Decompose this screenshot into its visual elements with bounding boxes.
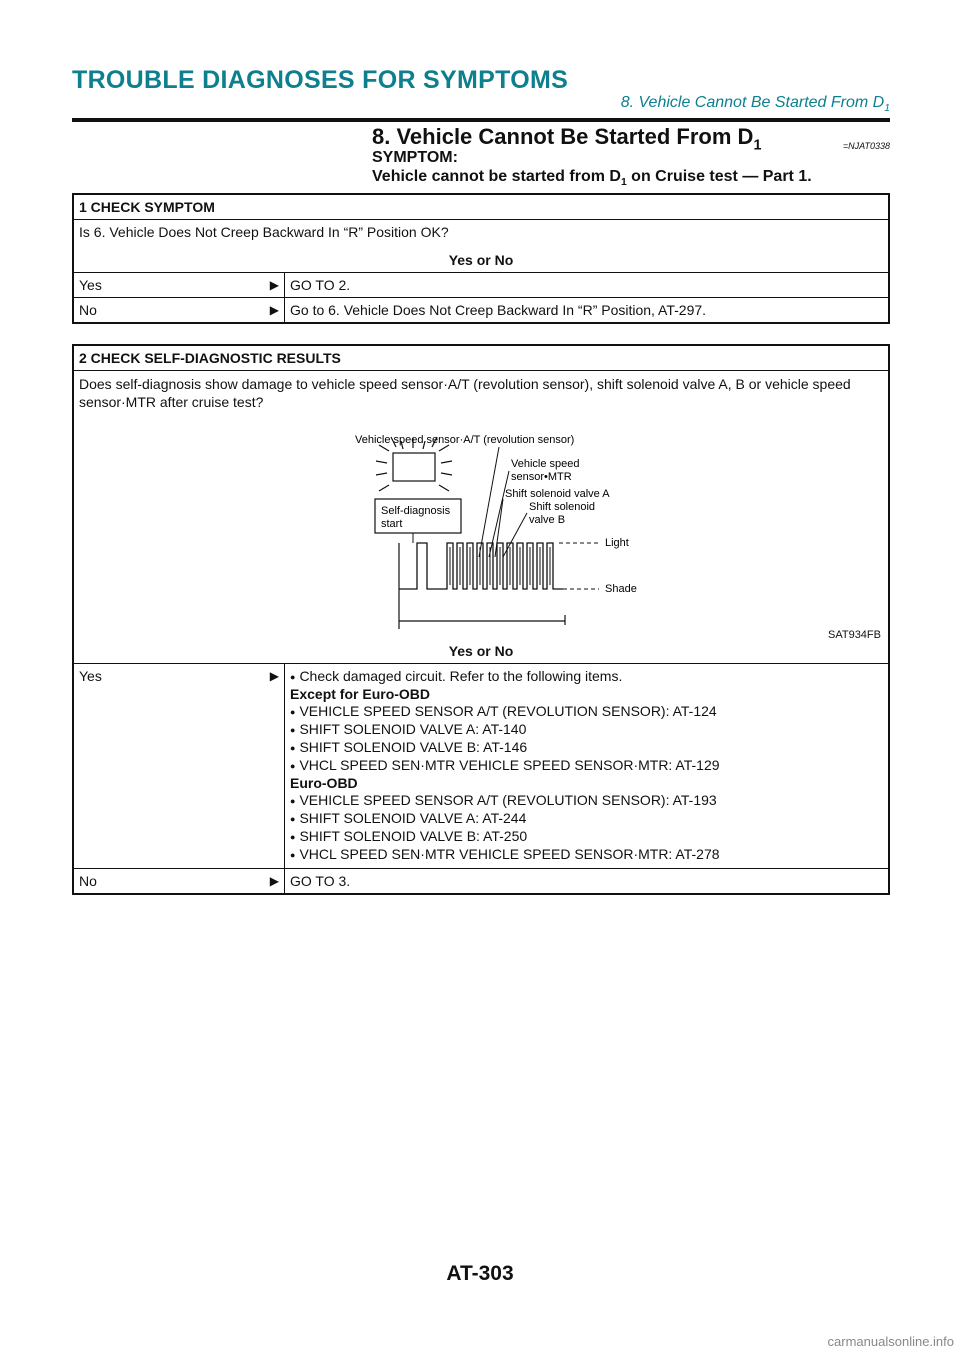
step2-yes-line: ● Check damaged circuit. Refer to the following items. <box>290 668 883 686</box>
symptom-label: SYMPTOM: <box>372 149 458 166</box>
step2-action-yes <box>285 664 890 869</box>
step1-header: 1 CHECK SYMPTOM <box>73 194 889 220</box>
right-triangle-icon: ▶ <box>269 303 279 317</box>
leader-lines <box>413 447 527 557</box>
pulse-inner-marks <box>450 547 550 585</box>
label-vss-at: Vehicle speed sensor·A/T (revolution sensor) <box>355 434 575 446</box>
label-ssv-b-2: valve B <box>529 514 566 526</box>
step2-answer-yes: Yes ▶ <box>73 664 285 869</box>
step2-yes-line: ● VHCL SPEED SEN·MTR VEHICLE SPEED SENSOR·MTR: AT-129 <box>290 757 883 775</box>
header-rule <box>72 118 890 122</box>
figure-code: SAT934FB <box>828 629 881 641</box>
section-code: =NJAT0338 <box>842 141 890 151</box>
page-number: AT-303 <box>446 1262 514 1285</box>
step1-table <box>72 193 890 324</box>
self-diagnosis-diagram <box>79 411 885 643</box>
step2-table <box>72 344 890 895</box>
step2-yes-or-no: Yes or No <box>448 643 514 659</box>
step2-yes-line: ● VEHICLE SPEED SENSOR A/T (REVOLUTION SENSOR): AT-124 <box>290 703 883 721</box>
right-triangle-icon: ▶ <box>269 874 279 888</box>
step2-yes-line: ● SHIFT SOLENOID VALVE B: AT-146 <box>290 739 883 757</box>
step2-row-yes <box>73 664 889 869</box>
watermark: carmanualsonline.info <box>827 1334 954 1349</box>
step1-question: Is 6. Vehicle Does Not Creep Backward In “R” Position OK? <box>79 224 449 240</box>
pulse-waveform <box>399 543 563 589</box>
step2-question: Does self-diagnosis show damage to vehicle speed sensor·A/T (revolution sensor), shift solenoid valve A, B or vehicle speed sensor·MTR after cruise test? <box>79 376 851 410</box>
header-title: TROUBLE DIAGNOSES FOR SYMPTOMS <box>72 66 569 94</box>
right-triangle-icon: ▶ <box>269 669 279 683</box>
step1-action-yes: GO TO 2. <box>285 273 890 298</box>
self-diagnosis-label-2: start <box>381 518 403 530</box>
reference-lines <box>559 543 601 589</box>
step2-header: 2 CHECK SELF-DIAGNOSTIC RESULTS <box>73 345 889 371</box>
header-subtitle: 8. Vehicle Cannot Be Started From $D_1$ <box>620 94 890 115</box>
step1-row-yes <box>73 273 889 298</box>
label-ssv-a: Shift solenoid valve A <box>505 488 610 500</box>
step1-answer-no: No ▶ <box>73 298 285 324</box>
step2-action-no: GO TO 3. <box>285 869 890 895</box>
symptom-text: Vehicle cannot be started from $D_1$ on Cruise test — Part 1. <box>372 168 812 189</box>
label-light: Light <box>605 537 629 549</box>
step2-yes-line: ● SHIFT SOLENOID VALVE A: AT-244 <box>290 810 883 828</box>
label-shade: Shade <box>605 583 637 595</box>
label-vss-mtr-2: sensor•MTR <box>511 471 572 483</box>
step2-answer-no: No ▶ <box>73 869 285 895</box>
step1-yes-or-no: Yes or No <box>448 252 514 268</box>
step2-yes-line: Euro-OBD <box>290 775 358 791</box>
step1-row-no <box>73 298 889 324</box>
step2-yes-line: ● SHIFT SOLENOID VALVE A: AT-140 <box>290 721 883 739</box>
step1-answer-yes: Yes ▶ <box>73 273 285 298</box>
step2-yes-line: ● VHCL SPEED SEN·MTR VEHICLE SPEED SENSOR·MTR: AT-278 <box>290 846 883 864</box>
step2-question-cell <box>73 371 889 664</box>
step2-yes-line: ● VEHICLE SPEED SENSOR A/T (REVOLUTION SENSOR): AT-193 <box>290 792 883 810</box>
step2-row-no <box>73 869 889 895</box>
step2-yes-line: Except for Euro-OBD <box>290 686 431 702</box>
self-diagnosis-label-1: Self-diagnosis <box>381 505 451 517</box>
self-diagnosis-figure <box>79 411 883 643</box>
right-triangle-icon: ▶ <box>269 278 279 292</box>
step1-action-no: Go to 6. Vehicle Does Not Creep Backward In “R” Position, AT-297. <box>285 298 890 324</box>
label-vss-mtr-1: Vehicle speed <box>511 458 580 470</box>
step2-yes-line: ● SHIFT SOLENOID VALVE B: AT-250 <box>290 828 883 846</box>
step1-question-cell <box>73 220 889 273</box>
label-ssv-b-1: Shift solenoid <box>529 501 596 513</box>
section-title: 8. Vehicle Cannot Be Started From $D_1$ <box>372 124 762 154</box>
